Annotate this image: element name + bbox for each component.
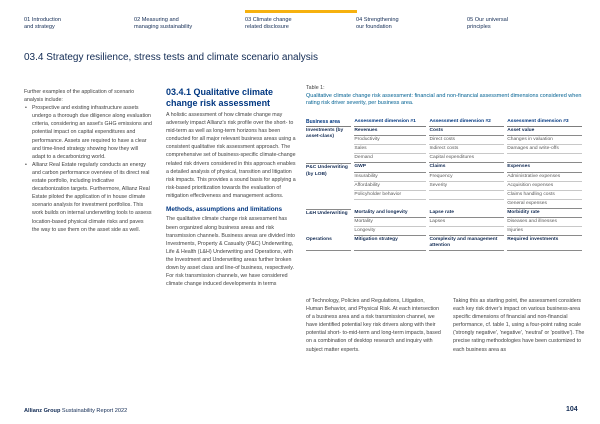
- table-cell: Affordability: [354, 182, 426, 191]
- bullet-list: [24, 104, 152, 234]
- table-description: Qualitative climate change risk assessment: financial and non-financial assessment dimensions considered when rating risk driver severity, per business area.: [306, 93, 582, 107]
- table-cell: Productivity: [354, 136, 426, 145]
- table-row: [306, 127, 582, 136]
- active-chapter-indicator: [245, 10, 357, 13]
- table-cell: Injuries: [507, 227, 582, 236]
- dimension-cell: Expenses: [507, 163, 582, 172]
- table-row: [306, 209, 582, 218]
- column-header: Business area: [306, 117, 351, 127]
- nav-item-label: 05 Our universal: [467, 17, 509, 23]
- paragraph: A holistic assessment of how climate change may adversely impact Allianz's risk profile over the short- to mid-term as well as long-term horizons has been conducted for all major relevant business areas using a consistent qualitative risk assessment approach. The comprehensive set of business-specific climate-change related risk drivers considered in this approach enables a detailed analysis of physical, transition and litigation risk impacts. This provides a sound basis for applying a risk-based prioritization towards the evaluation of mitigation effectiveness and management actions.: [166, 112, 296, 199]
- paragraph: The qualitative climate change risk assessment has been organized along business areas and risk transmission channels. Business areas are divided into Investments, Property & Casualty (P&C) Underwriting, Life & Health (L&H) Underwriting and Operations, with the Investment and Underwriting areas further broken down by asset class and line-of business, respectively. For risk transmission channels, we have considered climate change induced developments in terms: [166, 216, 295, 288]
- table-cell: [354, 200, 426, 209]
- nav-item-label: our foundation: [356, 24, 392, 31]
- table-header-row: [306, 117, 582, 127]
- table-row: [306, 236, 582, 251]
- bullet-item: • Allianz Real Estate regularly conducts an energy and carbon performance overview of its direct real estate portfolio, including indicative decarbonization targets. Furthermore, Allianz Real Estate piloted the application of in house climate scenario analysis for investment portfolios. This work builds on internal underwriting tools to assess location-based physical climate risks and paves the way to use them on the asset side as well.: [32, 161, 152, 234]
- table-row: [306, 163, 582, 172]
- dimension-cell: Revenues: [354, 127, 426, 136]
- table-cell: Policyholder behavior: [354, 191, 426, 200]
- nav-item-label: 02 Measuring and: [134, 17, 179, 23]
- footer-report-title: [24, 408, 127, 414]
- nav-item-measuring[interactable]: [134, 0, 246, 40]
- table-cell: Mortality: [354, 218, 426, 227]
- nav-item-label: 01 Introduction: [24, 17, 62, 23]
- nav-item-label: managing sustainability: [134, 24, 193, 31]
- chapter-navigation: [0, 0, 600, 40]
- table-cell: Demand: [354, 154, 426, 163]
- intro-paragraph: Further examples of the application of scenario analysis include:: [24, 89, 135, 104]
- table-cell: Diseases and illnesses: [507, 218, 582, 227]
- column-header: Assessment dimension #1: [354, 117, 426, 127]
- table-caption: Table 1:: [306, 85, 325, 91]
- table-cell: Indirect costs: [429, 145, 504, 154]
- nav-item-label: and strategy: [24, 24, 55, 31]
- dimension-cell: Mitigation strategy: [354, 236, 426, 251]
- table-cell: [429, 191, 504, 200]
- dimension-cell: Lapse rate: [429, 209, 504, 218]
- dimension-cell: Complexity and management attention: [429, 236, 504, 251]
- table-cell: General expenses: [507, 200, 582, 209]
- dimension-cell: Required investments: [507, 236, 582, 251]
- table-cell: Direct costs: [429, 136, 504, 145]
- middle-column: [166, 87, 297, 288]
- column-header: Assessment dimension #3: [507, 117, 582, 127]
- table-cell: Lapses: [429, 218, 504, 227]
- paragraph: Taking this as starting point, the assessment considers each key risk driver's impact on various business-area specific dimensions of financial and non-financial performance, cf. table 1, using a four-point rating scale ('strongly negative', 'negative', 'neutral' or 'positive'). The precise rating methodologies have been customized to each business area as: [453, 298, 585, 353]
- table-cell: Capital expenditures: [429, 154, 504, 163]
- nav-item-label: principles: [467, 24, 491, 31]
- dimension-cell: Claims: [429, 163, 504, 172]
- table-cell: Severity: [429, 182, 504, 191]
- dimension-cell: Mortality and longevity: [354, 209, 426, 218]
- paragraph: of Technology, Policies and Regulations, Litigation, Human Behavior, and Physical Risk. At each intersection of a business area and a risk transmission channel, we have identified potential key risk drivers along with their potential short- to-mid-term and long-term impacts, based on a combination of desktop research and inquiry with subject matter experts.: [306, 298, 441, 353]
- nav-item-label: related disclosure: [245, 24, 289, 31]
- column-header: Assessment dimension #2: [429, 117, 504, 127]
- nav-item-introduction[interactable]: [24, 0, 136, 40]
- table-cell: Claims handling costs: [507, 191, 582, 200]
- business-area-cell: Operations: [306, 236, 351, 251]
- dimension-cell: Costs: [429, 127, 504, 136]
- nav-item-label: 03 Climate change: [245, 17, 292, 23]
- table-cell: Administrative expenses: [507, 173, 582, 182]
- nav-item-label: 04 Strengthening: [356, 17, 399, 23]
- table-cell: Damages and write-offs: [507, 145, 582, 154]
- bullet-item: • Prospective and existing infrastructure assets undergo a thorough due diligence along evaluation criteria, considering an asset's GHG emissions and potential impact on capital expenditures and performance. Assets are required to have a clear and time-lined strategy showing how they will adapt to a decarbonizing world.: [32, 104, 152, 161]
- table-cell: [429, 200, 504, 209]
- nav-item-strengthening[interactable]: [356, 0, 468, 40]
- dimension-cell: Asset value: [507, 127, 582, 136]
- table-cell: Acquisition expenses: [507, 182, 582, 191]
- table-cell: Longevity: [354, 227, 426, 236]
- methods-heading: Methods, assumptions and limitations: [166, 206, 283, 214]
- dimension-cell: Morbidity rate: [507, 209, 582, 218]
- section-title: 03.4 Strategy resilience, stress tests and climate scenario analysis: [24, 52, 319, 63]
- table-cell: Insurability: [354, 173, 426, 182]
- nav-item-climate-change[interactable]: [245, 0, 357, 40]
- continuation-column: [453, 297, 588, 354]
- table-cell: Frequency: [429, 173, 504, 182]
- table-cell: Sales: [354, 145, 426, 154]
- subsection-heading: 03.4.1 Qualitative climate change risk assessment: [166, 87, 274, 108]
- assessment-dimensions-table: [303, 117, 585, 251]
- table-cell: [429, 227, 504, 236]
- table-cell: Changes in valuation: [507, 136, 582, 145]
- continuation-column: [306, 297, 441, 354]
- footer-report-name: Sustainability Report 2022: [61, 408, 128, 414]
- nav-item-universal-principles[interactable]: [467, 0, 579, 40]
- dimension-cell: GWP: [354, 163, 426, 172]
- left-column: [24, 88, 152, 234]
- footer-brand: Allianz Group: [24, 408, 61, 414]
- table-cell: [507, 154, 582, 163]
- page-number: 104: [566, 406, 578, 413]
- business-area-cell: P&C Underwriting (by LOB): [306, 163, 351, 208]
- business-area-cell: Investments (by asset-class): [306, 128, 344, 140]
- business-area-cell: L&H Underwriting: [306, 209, 351, 236]
